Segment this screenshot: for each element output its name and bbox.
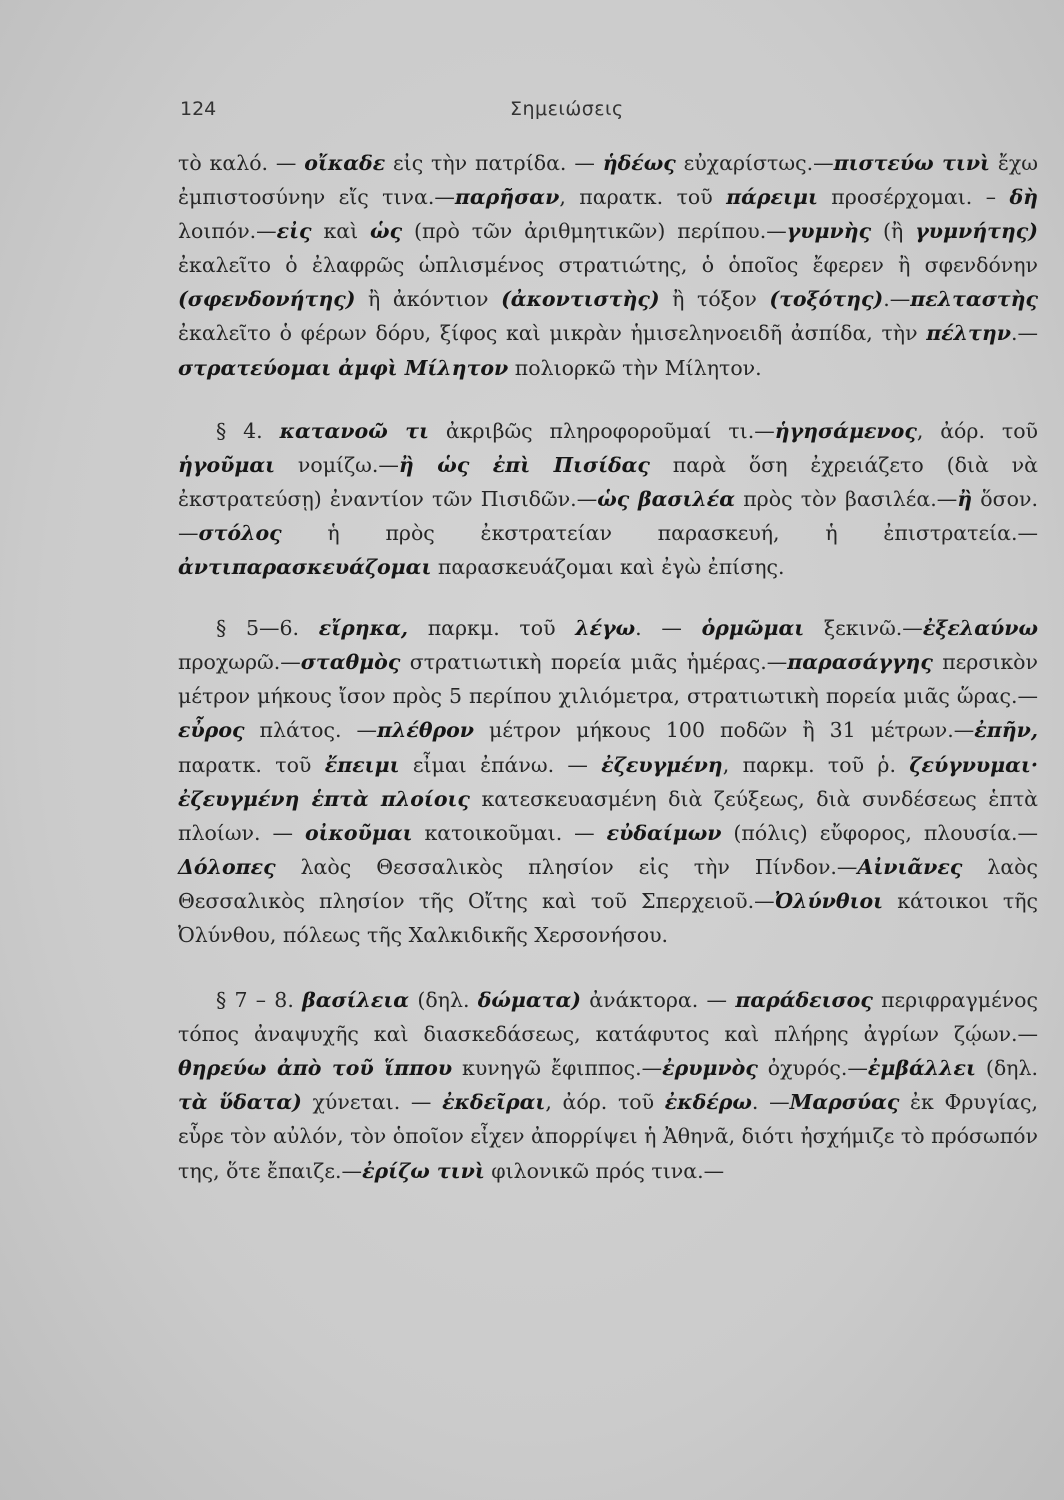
gloss-text: ἀνάκτορα. —: [580, 988, 736, 1013]
headword: παρῆσαν: [454, 185, 560, 210]
gloss-text: ἡ πρὸς ἐκστρατείαν παρασκευή, ἡ ἐπιστρατεία.—: [281, 520, 1038, 545]
headword: ἐρυμνὸς: [662, 1056, 758, 1081]
gloss-text: κατοικοῦμαι. —: [412, 820, 607, 845]
headword: ἐξελαύνω: [922, 616, 1038, 641]
note-paragraph-s3: [178, 146, 1038, 385]
headword: (τοξότης): [769, 287, 884, 312]
headword: παράδεισος: [735, 988, 873, 1013]
gloss-text: κυνηγῶ ἔφιππος.—: [452, 1056, 663, 1081]
headword: ἀντιπαρασκευάζομαι: [178, 555, 432, 580]
headword: στρατεύομαι ἀμφὶ Μίλητον: [178, 355, 509, 380]
gloss-text: εἰς τὴν πατρίδα. —: [385, 151, 603, 175]
gloss-text: ἐκαλεῖτο ὁ φέρων δόρυ, ξίφος καὶ μικρὰν ἡμισεληνοειδῆ ἀσπίδα, τὴν: [178, 321, 927, 346]
gloss-text: (ἢ: [871, 219, 916, 244]
headword: (ἀκοντιστὴς): [501, 287, 660, 312]
headword: γυμνήτης): [915, 219, 1038, 244]
headword: ἢ: [957, 486, 973, 511]
gloss-text: περιφραγμένος τόπος ἀναψυχῆς καὶ διασκεδάσεως, κατάφυτος καὶ πλήρης ἀγρίων ζῴων.—: [178, 988, 1038, 1047]
gloss-text: κατεσκευασμένη διὰ ζεύξεως, διὰ συνδέσεως ἑπτὰ πλοίων. —: [178, 786, 1039, 845]
gloss-text: (δηλ.: [975, 1056, 1038, 1081]
headword: πέλτην: [926, 321, 1011, 346]
gloss-text: πολιορκῶ τὴν Μίλητον.: [508, 355, 762, 380]
gloss-text: παρὰ ὅση ἐχρειάζετο (διὰ νὰ ἐκστρατεύσῃ) ἐναντίον τῶν Πισιδῶν.—: [178, 452, 1038, 511]
gloss-text: ἐκαλεῖτο ὁ ἐλαφρῶς ὡπλισμένος στρατιώτης, ὁ ὁποῖος ἔφερεν ἢ σφενδόνην: [178, 253, 1038, 278]
headword: (σφενδονήτης): [178, 287, 356, 312]
headword: ἡδέως: [602, 151, 676, 175]
headword: Ὀλύνθιοι: [774, 888, 884, 913]
gloss-text: λοιπόν.—: [178, 219, 277, 244]
gloss-text: . —: [751, 1090, 790, 1115]
gloss-text: ὅσον.—: [178, 486, 1038, 545]
headword: ἐμβάλλει: [867, 1056, 976, 1081]
gloss-text: στρατιωτικὴ πορεία μιᾶς ἡμέρας.—: [400, 650, 788, 675]
headword: θηρεύω ἀπὸ τοῦ ἵππου: [178, 1056, 453, 1081]
gloss-text: ἢ ἀκόντιον: [355, 287, 502, 312]
headword: πάρειμι: [726, 185, 818, 210]
headword: ἡγησάμενος: [774, 418, 917, 443]
headword: ἐκδεῖραι: [442, 1090, 546, 1115]
gloss-text: .—: [1010, 321, 1038, 346]
gloss-text: φιλονικῶ πρός τινα.—: [484, 1158, 725, 1183]
headword: Δόλοπες: [178, 854, 276, 879]
gloss-text: § 5—6.: [216, 616, 319, 641]
headword: εἰς: [276, 219, 312, 244]
notes-body: [178, 146, 1038, 1188]
gloss-text: , παρατκ. τοῦ: [559, 185, 727, 210]
gloss-text: πλάτος. —: [244, 718, 377, 743]
gloss-text: προχωρῶ.—: [178, 650, 301, 675]
gloss-text: (πρὸ τῶν ἀριθμητικῶν) περίπου.—: [402, 219, 787, 244]
headword: ὁρμῶμαι: [701, 616, 805, 641]
gloss-text: ξεκινῶ.—: [804, 616, 923, 641]
headword: ὡς: [370, 219, 403, 244]
headword: ὡς βασιλέα: [597, 486, 736, 511]
headword: στόλος: [198, 520, 282, 545]
headword: ἡγοῦμαι: [178, 452, 276, 477]
page-number: 124: [180, 98, 217, 120]
gloss-text: ἐκ Φρυγίας, εὗρε τὸν αὐλόν, τὸν ὁποῖον εἶχεν ἀπορρίψει ἡ Ἀθηνᾶ, διότι ἠσχήμιζε τὸ πρόσωπόν της, ὅτε ἔπαιζε.—: [178, 1090, 1038, 1183]
gloss-text: καὶ: [311, 219, 371, 244]
gloss-text: παρκμ. τοῦ: [407, 616, 576, 641]
running-title: Σημειώσεις: [510, 98, 624, 120]
gloss-text: νομίζω.—: [275, 452, 399, 477]
gloss-text: (δηλ.: [409, 988, 478, 1013]
gloss-text: . —: [635, 616, 702, 641]
note-paragraph-s7: [178, 983, 1038, 1188]
gloss-text: παρασκευάζομαι καὶ ἐγὼ ἐπίσης.: [431, 555, 785, 580]
headword: παρασάγγης: [787, 650, 933, 675]
gloss-text: § 4.: [216, 418, 280, 443]
note-paragraph-s4: [178, 414, 1038, 584]
headword: βασίλεια: [302, 988, 410, 1013]
headword: πελταστὴς: [910, 287, 1038, 312]
gloss-text: τὸ καλό. —: [178, 151, 305, 175]
headword: ἢ ὡς ἐπὶ Πισίδας: [398, 452, 650, 477]
gloss-text: , παρκμ. τοῦ ῥ.: [722, 752, 910, 777]
headword: πλέθρον: [376, 718, 475, 743]
headword: εὖρος: [178, 718, 245, 743]
headword: ζεύγνυμαι· ἐζευγμένη ἑπτὰ πλοίοις: [178, 752, 1038, 811]
gloss-text: .—: [883, 287, 911, 312]
gloss-text: ἔχω ἐμπιστοσύνην εἴς τινα.—: [178, 151, 1038, 210]
headword: γυμνὴς: [786, 219, 872, 244]
headword: οἴκαδε: [304, 151, 386, 175]
headword: κατανοῶ τι: [279, 418, 429, 443]
gloss-text: κάτοικοι τῆς Ὀλύνθου, πόλεως τῆς Χαλκιδικῆς Χερσονήσου.: [178, 888, 1038, 947]
gloss-text: εἶμαι ἐπάνω. —: [399, 752, 602, 777]
headword: δώματα): [477, 988, 581, 1013]
headword: ἐκδέρω: [664, 1090, 752, 1115]
gloss-text: προσέρχομαι. –: [817, 185, 1010, 210]
gloss-text: μέτρον μήκους 100 ποδῶν ἢ 31 μέτρων.—: [474, 718, 975, 743]
headword: ἔπειμι: [324, 752, 400, 777]
page-header: [180, 98, 1040, 128]
headword: ἐζευγμένη: [601, 752, 723, 777]
gloss-text: ἀκριβῶς πληροφοροῦμαί τι.—: [428, 418, 775, 443]
gloss-text: § 7 – 8.: [216, 988, 303, 1013]
gloss-text: περσικὸν μέτρον μήκους ἴσον πρὸς 5 περίπου χιλιόμετρα, στρατιωτικὴ πορεία μιᾶς ὥρας.—: [178, 650, 1038, 709]
headword: λέγω: [575, 616, 636, 641]
gloss-text: εὐχαρίστως.—: [675, 151, 834, 175]
gloss-text: , ἀόρ. τοῦ: [545, 1090, 665, 1115]
headword: Αἰνιᾶνες: [857, 854, 963, 879]
headword: οἰκοῦμαι: [304, 820, 413, 845]
headword: ἐρίζω τινὶ: [362, 1158, 485, 1183]
gloss-text: (πόλις) εὔφορος, πλουσία.—: [721, 820, 1038, 845]
gloss-text: χύνεται. —: [301, 1090, 443, 1115]
headword: ἐπῆν,: [974, 718, 1038, 743]
note-paragraph-s5: [178, 611, 1038, 952]
gloss-text: λαὸς Θεσσαλικὸς πλησίον εἰς τὴν Πίνδον.—: [275, 854, 858, 879]
headword: πιστεύω τινὶ: [833, 151, 990, 175]
gloss-text: ἢ τόξον: [659, 287, 770, 312]
gloss-text: πρὸς τὸν βασιλέα.—: [735, 486, 958, 511]
headword: εἴρηκα,: [318, 616, 408, 641]
headword: σταθμὸς: [300, 650, 401, 675]
headword: τὰ ὕδατα): [178, 1090, 302, 1115]
headword: δὴ: [1009, 185, 1039, 210]
headword: Μαρσύας: [789, 1090, 900, 1115]
gloss-text: , ἀόρ. τοῦ: [916, 418, 1039, 443]
gloss-text: παρατκ. τοῦ: [178, 752, 325, 777]
gloss-text: ὀχυρός.—: [757, 1056, 868, 1081]
headword: εὐδαίμων: [606, 820, 722, 845]
gloss-text: λαὸς Θεσσαλικὸς πλησίον τῆς Οἴτης καὶ τοῦ Σπερχειοῦ.—: [178, 854, 1038, 913]
